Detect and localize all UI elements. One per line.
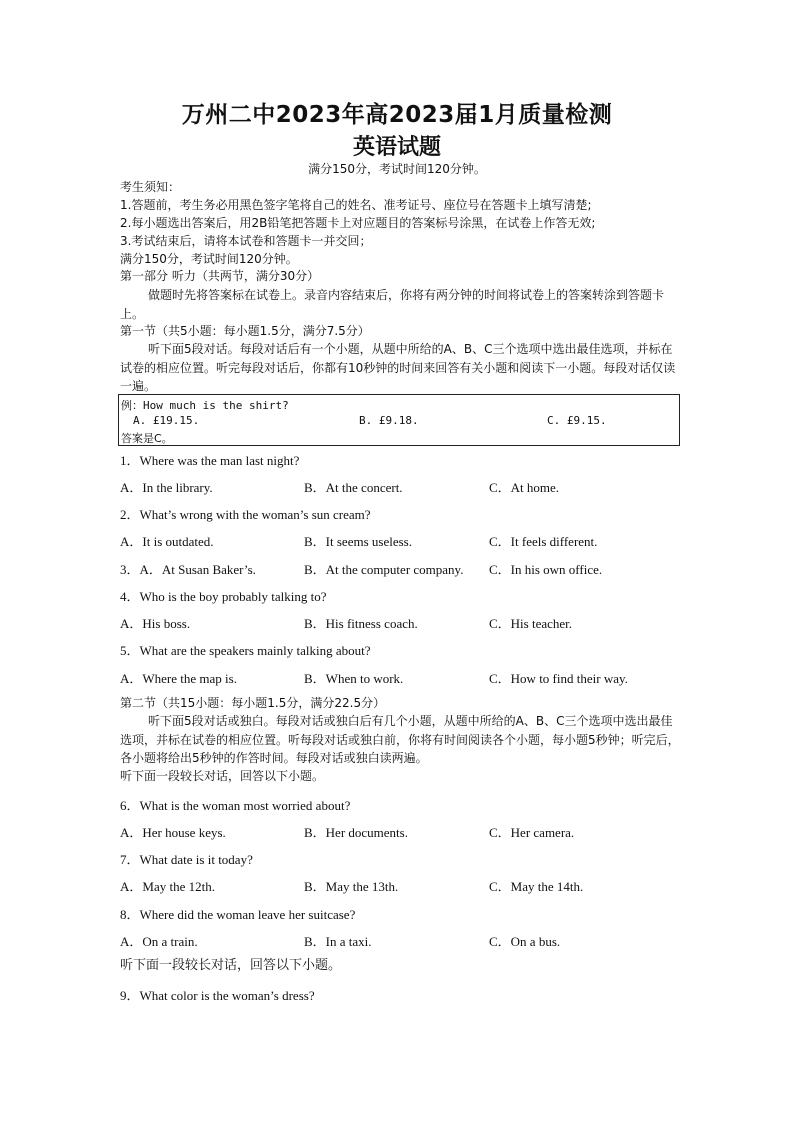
section2-instruction: 听下面5段对话或独白。每段对话或独白后有几个小题，从题中所给的A、B、C三个选项中选出最佳选项，并标在试卷的相应位置。听每段对话或独白前，你将有时间阅读各个小题，每小题5秒钟；听完后，各小题将给出5秒钟的作答时间。每段对话或独白读两遍。 — [120, 714, 680, 765]
option-c: C．In his own office. — [489, 562, 603, 577]
section2-lead: 听下面一段较长对话，回答以下小题。 — [120, 769, 325, 783]
example-answer: 答案是C。 — [121, 432, 173, 445]
option-a: A．It is outdated. — [120, 534, 214, 549]
example-option-c: C. £9.15. — [547, 414, 607, 427]
question-1: 1．Where was the man last night? — [120, 453, 300, 468]
option-c: C．How to find their way. — [489, 671, 628, 686]
option-b: B．Her documents. — [304, 825, 408, 840]
option-c: C．May the 14th. — [489, 879, 584, 894]
example-option-a: A. £19.15. — [133, 414, 200, 427]
example-question: 例：How much is the shirt? — [121, 399, 289, 412]
option-c: C．At home. — [489, 480, 560, 495]
question-3-option-a: 3．A．At Susan Baker’s. — [120, 562, 256, 577]
option-c: C．It feels different. — [489, 534, 598, 549]
question-4: 4．Who is the boy probably talking to? — [120, 589, 327, 604]
part1-instruction: 做题时先将答案标在试卷上。录音内容结束后，你将有两分钟的时间将试卷上的答案转涂到答题卡上。 — [120, 288, 665, 321]
question-8: 8．Where did the woman leave her suitcase? — [120, 907, 356, 922]
example-option-b: B. £9.18. — [359, 414, 419, 427]
exam-info: 满分150分，考试时间120分钟。 — [308, 162, 486, 176]
option-a: A．In the library. — [120, 480, 213, 495]
question-6: 6．What is the woman most worried about? — [120, 798, 351, 813]
notice-item: 3.考试结束后，请将本试卷和答题卡一并交回； — [120, 234, 372, 248]
exam-subtitle: 英语试题 — [352, 135, 441, 160]
notice-item: 满分150分，考试时间120分钟。 — [120, 252, 298, 266]
option-c: C．On a bus. — [489, 934, 561, 949]
option-b: B．It seems useless. — [304, 534, 412, 549]
example-box — [118, 394, 680, 446]
option-b: B．At the concert. — [304, 480, 403, 495]
notice-item: 1.答题前，考生务必用黑色签字笔将自己的姓名、准考证号、座位号在答题卡上填写清楚; — [120, 198, 592, 212]
option-c: C．Her camera. — [489, 825, 575, 840]
question-9: 9．What color is the woman’s dress? — [120, 988, 315, 1003]
question-7: 7．What date is it today? — [120, 852, 253, 867]
section2-lead: 听下面一段较长对话，回答以下小题。 — [120, 958, 342, 973]
option-a: A．Where the map is. — [120, 671, 237, 686]
question-2: 2．What’s wrong with the woman’s sun cream? — [120, 507, 371, 522]
section1-instruction: 听下面5段对话。每段对话后有一个小题，从题中所给的A、B、C三个选项中选出最佳选项，并标在试卷的相应位置。听完每段对话后，你都有10秒钟的时间来回答有关小题和阅读下一小题。每段对话仅读一遍。 — [120, 342, 676, 393]
option-b: B．In a taxi. — [304, 934, 372, 949]
option-a: A．May the 12th. — [120, 879, 215, 894]
exam-title: 万州二中2023年高2023届1月质量检测 — [181, 102, 613, 128]
option-c: C．His teacher. — [489, 616, 573, 631]
option-a: A．On a train. — [120, 934, 198, 949]
option-b: B．May the 13th. — [304, 879, 399, 894]
part1-heading: 第一部分 听力（共两节，满分30分） — [120, 269, 320, 283]
option-b: B．At the computer company. — [304, 562, 464, 577]
notice-item: 2.每小题选出答案后，用2B铅笔把答题卡上对应题目的答案标号涂黑，在试卷上作答无效; — [120, 216, 596, 230]
section2-heading: 第二节（共15小题：每小题1.5分，满分22.5分） — [120, 696, 386, 710]
option-b: B．His fitness coach. — [304, 616, 418, 631]
option-a: A．His boss. — [120, 616, 191, 631]
option-b: B．When to work. — [304, 671, 404, 686]
question-5: 5．What are the speakers mainly talking about? — [120, 643, 371, 658]
option-a: A．Her house keys. — [120, 825, 226, 840]
notice-heading: 考生须知： — [120, 180, 181, 194]
section1-heading: 第一节（共5小题：每小题1.5分，满分7.5分） — [120, 324, 370, 338]
